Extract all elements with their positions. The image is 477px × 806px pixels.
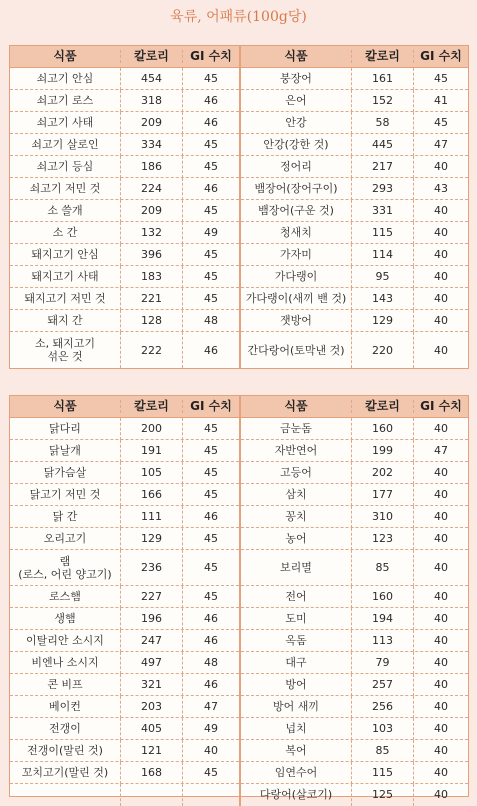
food-name: 은어 — [241, 90, 352, 112]
food-name: 정어리 — [241, 156, 352, 178]
gi-value: 45 — [204, 421, 218, 435]
food-name: 오리고기 — [10, 528, 121, 550]
table-row — [241, 112, 468, 134]
table-row — [10, 586, 239, 608]
table-row — [241, 68, 468, 90]
gi-value: 46 — [204, 93, 218, 107]
gi-value: 47 — [204, 699, 218, 713]
table-row — [241, 740, 468, 762]
calorie-value: 152 — [352, 90, 414, 112]
calorie-value: 183 — [121, 266, 183, 288]
calorie-value: 143 — [352, 288, 414, 310]
calorie-value: 227 — [121, 586, 183, 608]
table-row — [10, 528, 239, 550]
gi-value: 40 — [434, 343, 448, 357]
gi-value: 49 — [204, 721, 218, 735]
table-row — [10, 418, 239, 440]
calorie-value: 221 — [121, 288, 183, 310]
food-name: 농어 — [241, 528, 352, 550]
calorie-value: 111 — [121, 506, 183, 528]
table2-right — [239, 396, 468, 806]
table-row — [10, 608, 239, 630]
gi-value: 46 — [204, 181, 218, 195]
table-row — [10, 156, 239, 178]
header-gi: GI 수치 — [190, 49, 232, 63]
gi-value: 47 — [434, 443, 448, 457]
gi-value: 45 — [204, 203, 218, 217]
header-food: 식품 — [10, 50, 121, 63]
gi-value: 46 — [204, 343, 218, 357]
table-row — [241, 266, 468, 288]
gi-value: 41 — [434, 93, 448, 107]
calorie-value: 160 — [352, 418, 414, 440]
calorie-value: 161 — [352, 68, 414, 90]
calorie-value: 115 — [352, 762, 414, 784]
gi-value: 45 — [204, 487, 218, 501]
food-name: 소, 돼지고기 섞은 것 — [10, 332, 121, 368]
gi-value: 49 — [204, 225, 218, 239]
table-row — [10, 550, 239, 586]
table-row — [241, 550, 468, 586]
gi-value — [183, 784, 239, 806]
table-row — [10, 784, 239, 806]
calorie-value: 125 — [352, 784, 414, 806]
table-row — [241, 608, 468, 630]
table-row — [10, 484, 239, 506]
calorie-value: 293 — [352, 178, 414, 200]
calorie-value: 168 — [121, 762, 183, 784]
calorie-value: 105 — [121, 462, 183, 484]
calorie-value: 129 — [352, 310, 414, 332]
food-name: 생햄 — [10, 608, 121, 630]
table-row — [10, 222, 239, 244]
gi-value: 40 — [434, 313, 448, 327]
gi-value: 40 — [434, 743, 448, 757]
food-name: 가자미 — [241, 244, 352, 266]
calorie-value: 160 — [352, 586, 414, 608]
table-row — [241, 462, 468, 484]
table-row — [10, 68, 239, 90]
table-row — [10, 288, 239, 310]
food-name: 자반연어 — [241, 440, 352, 462]
food-name: 가다랭이(새끼 밴 것) — [241, 288, 352, 310]
calorie-value: 454 — [121, 68, 183, 90]
food-name: 돼지고기 안심 — [10, 244, 121, 266]
food-name: 복어 — [241, 740, 352, 762]
table-row — [241, 652, 468, 674]
table-row — [10, 462, 239, 484]
calorie-value: 445 — [352, 134, 414, 156]
food-name: 쇠고기 로스 — [10, 90, 121, 112]
header-calorie: 칼로리 — [121, 400, 183, 413]
table-row — [241, 178, 468, 200]
gi-value: 40 — [434, 721, 448, 735]
table-meat-fish-2 — [9, 395, 469, 801]
calorie-value: 224 — [121, 178, 183, 200]
gi-value: 45 — [204, 159, 218, 173]
calorie-value: 177 — [352, 484, 414, 506]
food-name: 대구 — [241, 652, 352, 674]
gi-value: 45 — [204, 765, 218, 779]
header-calorie: 칼로리 — [352, 50, 414, 63]
table-row — [241, 696, 468, 718]
gi-value: 40 — [434, 421, 448, 435]
food-name: 쇠고기 살로인 — [10, 134, 121, 156]
table-row — [10, 266, 239, 288]
gi-value: 45 — [204, 269, 218, 283]
food-name: 비엔나 소시지 — [10, 652, 121, 674]
food-name: 청새치 — [241, 222, 352, 244]
food-name: 콘 비프 — [10, 674, 121, 696]
food-name: 전갱이(말린 것) — [10, 740, 121, 762]
food-name: 뱀장어(구운 것) — [241, 200, 352, 222]
food-name: 방어 새끼 — [241, 696, 352, 718]
food-name: 임연수어 — [241, 762, 352, 784]
header-food: 식품 — [241, 50, 352, 63]
gi-value: 40 — [204, 743, 218, 757]
food-name: 램 (로스, 어린 양고기) — [10, 550, 121, 586]
calorie-value: 115 — [352, 222, 414, 244]
calorie-value: 113 — [352, 630, 414, 652]
header-food: 식품 — [241, 400, 352, 413]
gi-value: 45 — [204, 589, 218, 603]
table-row — [10, 90, 239, 112]
table-row — [241, 222, 468, 244]
gi-value: 45 — [204, 247, 218, 261]
gi-value: 45 — [204, 443, 218, 457]
table-header — [241, 46, 468, 68]
food-name: 고등어 — [241, 462, 352, 484]
calorie-value: 310 — [352, 506, 414, 528]
table-row — [241, 244, 468, 266]
table-row — [241, 288, 468, 310]
gi-value: 45 — [434, 115, 448, 129]
table-row — [10, 200, 239, 222]
table-header — [241, 396, 468, 418]
calorie-value: 497 — [121, 652, 183, 674]
table1-left — [10, 46, 239, 368]
gi-value: 43 — [434, 181, 448, 195]
calorie-value: 209 — [121, 112, 183, 134]
food-name: 전갱이 — [10, 718, 121, 740]
gi-value: 40 — [434, 611, 448, 625]
calorie-value: 132 — [121, 222, 183, 244]
table-row — [241, 440, 468, 462]
gi-value: 45 — [204, 531, 218, 545]
gi-value: 40 — [434, 589, 448, 603]
table-row — [241, 156, 468, 178]
calorie-value: 85 — [352, 740, 414, 762]
table-row — [241, 418, 468, 440]
food-name: 로스햄 — [10, 586, 121, 608]
gi-value: 40 — [434, 765, 448, 779]
food-name: 안강(강한 것) — [241, 134, 352, 156]
gi-value: 40 — [434, 633, 448, 647]
calorie-value: 318 — [121, 90, 183, 112]
calorie-value: 222 — [121, 332, 183, 368]
table-row — [10, 762, 239, 784]
table-row — [10, 718, 239, 740]
gi-value: 48 — [204, 313, 218, 327]
table-row — [10, 440, 239, 462]
calorie-value — [121, 784, 183, 806]
food-name: 도미 — [241, 608, 352, 630]
gi-value: 40 — [434, 465, 448, 479]
food-name: 넙치 — [241, 718, 352, 740]
calorie-value: 194 — [352, 608, 414, 630]
gi-value: 46 — [204, 633, 218, 647]
header-food: 식품 — [10, 400, 121, 413]
gi-value: 45 — [204, 291, 218, 305]
calorie-value: 257 — [352, 674, 414, 696]
table-row — [241, 484, 468, 506]
food-name: 전어 — [241, 586, 352, 608]
gi-value: 40 — [434, 159, 448, 173]
gi-value: 45 — [204, 71, 218, 85]
food-name: 소 간 — [10, 222, 121, 244]
food-name: 간다랑어(토막낸 것) — [241, 332, 352, 368]
calorie-value: 203 — [121, 696, 183, 718]
food-name — [10, 784, 121, 806]
table-row — [241, 784, 468, 806]
calorie-value: 321 — [121, 674, 183, 696]
calorie-value: 331 — [352, 200, 414, 222]
calorie-value: 186 — [121, 156, 183, 178]
gi-value: 40 — [434, 531, 448, 545]
food-name: 닭고기 저민 것 — [10, 484, 121, 506]
food-name: 베이컨 — [10, 696, 121, 718]
food-name: 금눈돔 — [241, 418, 352, 440]
food-name: 이탈리안 소시지 — [10, 630, 121, 652]
header-gi: GI 수치 — [420, 49, 462, 63]
table-row — [10, 740, 239, 762]
header-calorie: 칼로리 — [352, 400, 414, 413]
food-name: 뱀장어(장어구이) — [241, 178, 352, 200]
food-name: 닭다리 — [10, 418, 121, 440]
food-name: 붕장어 — [241, 68, 352, 90]
calorie-value: 114 — [352, 244, 414, 266]
gi-value: 46 — [204, 509, 218, 523]
header-gi: GI 수치 — [420, 399, 462, 413]
gi-value: 40 — [434, 203, 448, 217]
gi-value: 40 — [434, 677, 448, 691]
calorie-value: 209 — [121, 200, 183, 222]
gi-value: 45 — [204, 561, 218, 574]
food-name: 돼지 간 — [10, 310, 121, 332]
table-row — [241, 134, 468, 156]
table-row — [241, 586, 468, 608]
calorie-value: 334 — [121, 134, 183, 156]
gi-value: 40 — [434, 788, 448, 801]
calorie-value: 103 — [352, 718, 414, 740]
table-row — [241, 718, 468, 740]
table-row — [241, 506, 468, 528]
table-row — [10, 332, 239, 368]
food-name: 잿방어 — [241, 310, 352, 332]
table-row — [241, 310, 468, 332]
table-row — [241, 200, 468, 222]
table-row — [10, 630, 239, 652]
calorie-value: 196 — [121, 608, 183, 630]
table-row — [10, 696, 239, 718]
table-row — [10, 506, 239, 528]
table-row — [241, 762, 468, 784]
calorie-value: 85 — [352, 550, 414, 586]
food-name: 꽁치 — [241, 506, 352, 528]
calorie-value: 166 — [121, 484, 183, 506]
calorie-value: 247 — [121, 630, 183, 652]
gi-value: 40 — [434, 509, 448, 523]
table-row — [241, 332, 468, 368]
food-name: 다랑어(살코기) — [241, 784, 352, 806]
gi-value: 40 — [434, 655, 448, 669]
gi-value: 40 — [434, 561, 448, 574]
gi-value: 45 — [204, 465, 218, 479]
calorie-value: 396 — [121, 244, 183, 266]
table-row — [10, 674, 239, 696]
table-meat-fish-1 — [9, 45, 469, 369]
calorie-value: 405 — [121, 718, 183, 740]
food-name: 닭가슴살 — [10, 462, 121, 484]
food-name: 쇠고기 안심 — [10, 68, 121, 90]
header-gi: GI 수치 — [190, 399, 232, 413]
food-name: 쇠고기 사태 — [10, 112, 121, 134]
food-name: 쇠고기 등심 — [10, 156, 121, 178]
calorie-value: 200 — [121, 418, 183, 440]
table-header — [10, 46, 239, 68]
calorie-value: 58 — [352, 112, 414, 134]
gi-value: 46 — [204, 677, 218, 691]
calorie-value: 129 — [121, 528, 183, 550]
table-row — [241, 630, 468, 652]
food-name: 가다랭이 — [241, 266, 352, 288]
gi-value: 40 — [434, 699, 448, 713]
food-name: 안강 — [241, 112, 352, 134]
calorie-value: 128 — [121, 310, 183, 332]
calorie-value: 121 — [121, 740, 183, 762]
table-row — [10, 134, 239, 156]
food-name: 닭 간 — [10, 506, 121, 528]
table-row — [241, 528, 468, 550]
table-row — [241, 90, 468, 112]
food-name: 돼지고기 저민 것 — [10, 288, 121, 310]
gi-value: 40 — [434, 487, 448, 501]
table-row — [10, 178, 239, 200]
calorie-value: 217 — [352, 156, 414, 178]
table2-left — [10, 396, 239, 806]
gi-value: 46 — [204, 115, 218, 129]
page-title: 육류, 어패류(100g당) — [170, 9, 307, 25]
food-name: 소 쓸개 — [10, 200, 121, 222]
food-name: 쇠고기 저민 것 — [10, 178, 121, 200]
gi-value: 40 — [434, 269, 448, 283]
food-name: 삼치 — [241, 484, 352, 506]
food-name: 돼지고기 사태 — [10, 266, 121, 288]
table-row — [241, 674, 468, 696]
calorie-value: 79 — [352, 652, 414, 674]
header-calorie: 칼로리 — [121, 50, 183, 63]
table-row — [10, 244, 239, 266]
calorie-value: 123 — [352, 528, 414, 550]
food-name: 꼬치고기(말린 것) — [10, 762, 121, 784]
calorie-value: 256 — [352, 696, 414, 718]
table-row — [10, 112, 239, 134]
table1-right — [239, 46, 468, 368]
table-row — [10, 310, 239, 332]
gi-value: 47 — [434, 137, 448, 151]
table-row — [10, 652, 239, 674]
calorie-value: 202 — [352, 462, 414, 484]
food-name: 닭날개 — [10, 440, 121, 462]
calorie-value: 95 — [352, 266, 414, 288]
calorie-value: 199 — [352, 440, 414, 462]
food-name: 옥돔 — [241, 630, 352, 652]
food-name: 방어 — [241, 674, 352, 696]
gi-value: 48 — [204, 655, 218, 669]
gi-value: 45 — [204, 137, 218, 151]
gi-value: 40 — [434, 291, 448, 305]
gi-value: 40 — [434, 247, 448, 261]
calorie-value: 236 — [121, 550, 183, 586]
table-header — [10, 396, 239, 418]
gi-value: 45 — [434, 71, 448, 85]
gi-value: 46 — [204, 611, 218, 625]
calorie-value: 220 — [352, 332, 414, 368]
calorie-value: 191 — [121, 440, 183, 462]
gi-value: 40 — [434, 225, 448, 239]
food-name: 보리멸 — [241, 550, 352, 586]
